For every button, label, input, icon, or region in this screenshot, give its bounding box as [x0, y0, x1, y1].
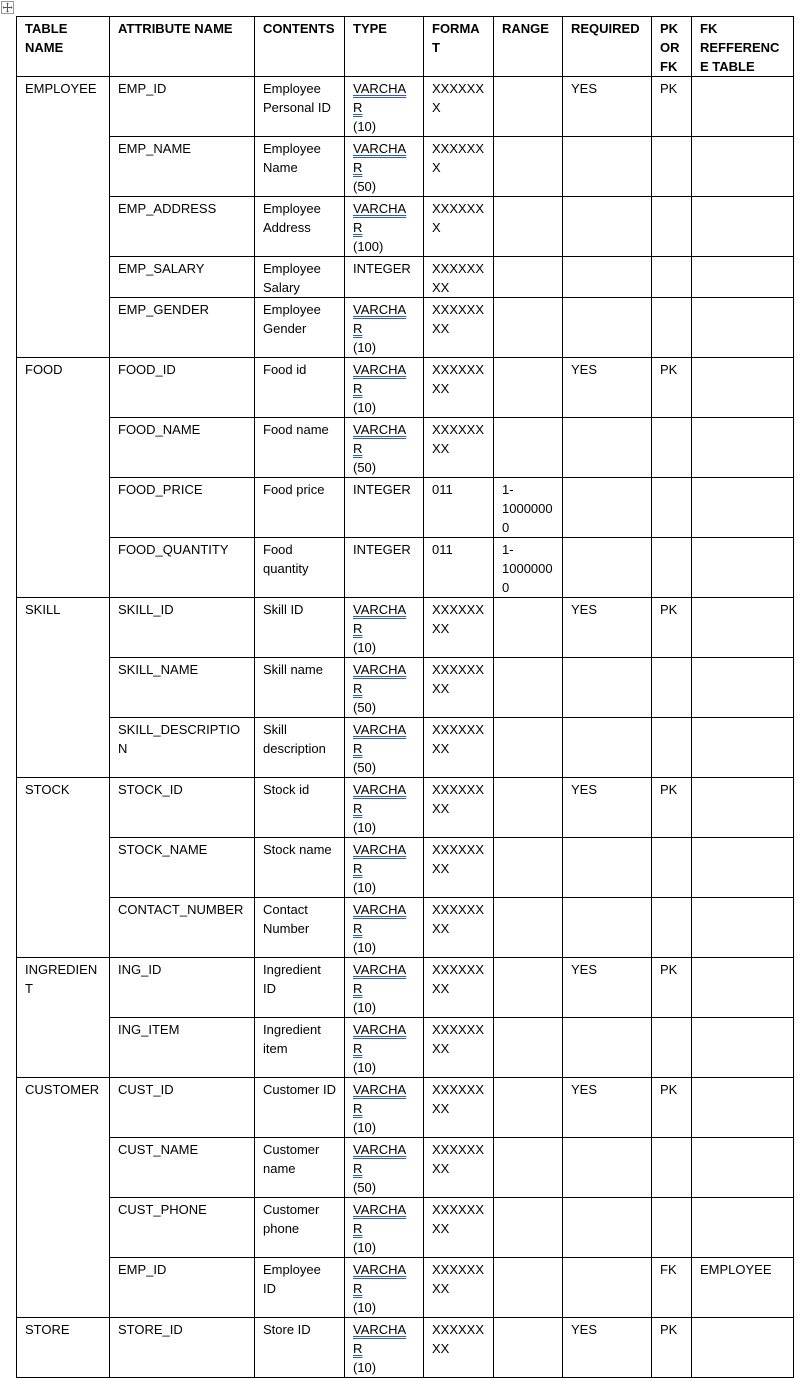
range-cell [494, 958, 563, 1018]
contents-cell: Ingredient ID [255, 958, 345, 1018]
contents-cell: Stock id [255, 778, 345, 838]
range-cell [494, 898, 563, 958]
table-row [17, 838, 794, 898]
type-keyword: VARCHAR [353, 602, 407, 636]
type-size: (10) [353, 1300, 377, 1315]
range-cell [494, 358, 563, 418]
table-row [17, 257, 794, 298]
required-cell [563, 197, 652, 257]
table-row [17, 658, 794, 718]
required-cell: YES [563, 958, 652, 1018]
pk-fk-cell: PK [652, 958, 692, 1018]
table-row [17, 1258, 794, 1318]
pk-fk-cell [652, 898, 692, 958]
type-size: (10) [353, 1120, 377, 1135]
fk-reference-cell [692, 257, 794, 298]
format-cell: XXXXXXXX [424, 418, 494, 478]
type-keyword: VARCHAR [353, 842, 407, 876]
required-cell: YES [563, 358, 652, 418]
type-size: (10) [353, 1060, 377, 1075]
table-row [17, 898, 794, 958]
pk-fk-cell: PK [652, 77, 692, 137]
contents-cell: Employee Name [255, 137, 345, 197]
type-size: (10) [353, 1360, 377, 1375]
format-cell: XXXXXXX [424, 77, 494, 137]
range-cell [494, 718, 563, 778]
type-keyword: VARCHAR [353, 201, 407, 235]
contents-cell: Skill description [255, 718, 345, 778]
format-cell: XXXXXXX [424, 197, 494, 257]
table-row [17, 1198, 794, 1258]
type-cell [345, 257, 424, 298]
header-range: RANGE [494, 17, 563, 77]
required-cell: YES [563, 77, 652, 137]
table-row [17, 778, 794, 838]
attribute-name-cell: STOCK_ID [110, 778, 255, 838]
format-cell: XXXXXXX [424, 137, 494, 197]
contents-cell: Stock name [255, 838, 345, 898]
table-name-cell: STOCK [17, 778, 110, 958]
contents-cell: Employee Gender [255, 298, 345, 358]
fk-reference-cell [692, 658, 794, 718]
contents-cell: Store ID [255, 1318, 345, 1378]
required-cell [563, 1198, 652, 1258]
required-cell [563, 137, 652, 197]
required-cell [563, 898, 652, 958]
fk-reference-cell [692, 298, 794, 358]
type-keyword: VARCHAR [353, 962, 407, 996]
type-cell [345, 1018, 424, 1078]
data-dictionary-table [16, 16, 794, 1378]
format-cell: XXXXXXXX [424, 358, 494, 418]
type-cell [345, 137, 424, 197]
pk-fk-cell [652, 257, 692, 298]
type-cell [345, 718, 424, 778]
type-cell [345, 1198, 424, 1258]
range-cell [494, 1258, 563, 1318]
table-name-cell: FOOD [17, 358, 110, 598]
range-cell [494, 778, 563, 838]
attribute-name-cell: EMP_ID [110, 1258, 255, 1318]
fk-reference-cell [692, 598, 794, 658]
type-cell [345, 778, 424, 838]
type-size: (10) [353, 119, 377, 134]
contents-cell: Employee Personal ID [255, 77, 345, 137]
type-keyword: VARCHAR [353, 1202, 407, 1236]
pk-fk-cell [652, 1198, 692, 1258]
pk-fk-cell: PK [652, 598, 692, 658]
format-cell: 011 [424, 538, 494, 598]
format-cell: XXXXXXXX [424, 898, 494, 958]
header-type: TYPE [345, 17, 424, 77]
attribute-name-cell: ING_ID [110, 958, 255, 1018]
range-cell [494, 1018, 563, 1078]
format-cell: XXXXXXXX [424, 1018, 494, 1078]
fk-reference-cell [692, 1318, 794, 1378]
pk-fk-cell [652, 197, 692, 257]
type-keyword: VARCHAR [353, 141, 407, 175]
attribute-name-cell: EMP_ID [110, 77, 255, 137]
type-size: (100) [353, 239, 384, 254]
type-size: (50) [353, 1180, 377, 1195]
required-cell [563, 1138, 652, 1198]
fk-reference-cell [692, 1198, 794, 1258]
pk-fk-cell [652, 137, 692, 197]
table-row [17, 958, 794, 1018]
contents-cell: Food price [255, 478, 345, 538]
fk-reference-cell [692, 898, 794, 958]
type-cell [345, 77, 424, 137]
type-cell [345, 598, 424, 658]
range-cell [494, 137, 563, 197]
format-cell: XXXXXXXX [424, 1318, 494, 1378]
type-keyword: VARCHAR [353, 302, 407, 336]
table-row [17, 1318, 794, 1378]
fk-reference-cell [692, 478, 794, 538]
type-cell [345, 478, 424, 538]
table-body [17, 77, 794, 1378]
type-cell [345, 1078, 424, 1138]
format-cell: XXXXXXXX [424, 958, 494, 1018]
attribute-name-cell: CUST_NAME [110, 1138, 255, 1198]
type-keyword: VARCHAR [353, 662, 407, 696]
fk-reference-cell [692, 418, 794, 478]
range-cell [494, 1198, 563, 1258]
pk-fk-cell [652, 718, 692, 778]
type-size: (10) [353, 1000, 377, 1015]
pk-fk-cell [652, 538, 692, 598]
format-cell: XXXXXXXX [424, 1198, 494, 1258]
pk-fk-cell [652, 298, 692, 358]
fk-reference-cell [692, 1138, 794, 1198]
table-move-handle-icon[interactable] [1, 1, 14, 14]
type-size: (10) [353, 940, 377, 955]
contents-cell: Customer name [255, 1138, 345, 1198]
format-cell: XXXXXXXX [424, 1078, 494, 1138]
type-size: (50) [353, 700, 377, 715]
fk-reference-cell: EMPLOYEE [692, 1258, 794, 1318]
type-keyword: VARCHAR [353, 1082, 407, 1116]
attribute-name-cell: EMP_ADDRESS [110, 197, 255, 257]
table-row [17, 1078, 794, 1138]
range-cell [494, 298, 563, 358]
format-cell: XXXXXXXX [424, 1258, 494, 1318]
fk-reference-cell [692, 137, 794, 197]
attribute-name-cell: CONTACT_NUMBER [110, 898, 255, 958]
table-row [17, 598, 794, 658]
pk-fk-cell [652, 478, 692, 538]
format-cell: XXXXXXXX [424, 598, 494, 658]
table-name-cell: STORE [17, 1318, 110, 1378]
range-cell [494, 418, 563, 478]
format-cell: XXXXXXXX [424, 298, 494, 358]
table-row [17, 77, 794, 137]
type-keyword: VARCHAR [353, 782, 407, 816]
attribute-name-cell: EMP_SALARY [110, 257, 255, 298]
attribute-name-cell: STOCK_NAME [110, 838, 255, 898]
table-row [17, 1138, 794, 1198]
header-fk-reference-table: FK REFFERENCE TABLE [692, 17, 794, 77]
table-name-cell: EMPLOYEE [17, 77, 110, 358]
contents-cell: Employee ID [255, 1258, 345, 1318]
attribute-name-cell: FOOD_QUANTITY [110, 538, 255, 598]
format-cell: XXXXXXXX [424, 718, 494, 778]
pk-fk-cell [652, 838, 692, 898]
attribute-name-cell: SKILL_DESCRIPTION [110, 718, 255, 778]
header-row [17, 17, 794, 77]
type-cell [345, 298, 424, 358]
type-cell [345, 197, 424, 257]
type-keyword: VARCHAR [353, 722, 407, 756]
table-row [17, 137, 794, 197]
type-cell [345, 358, 424, 418]
type-cell [345, 838, 424, 898]
type-cell [345, 1258, 424, 1318]
contents-cell: Food name [255, 418, 345, 478]
table-name-cell: INGREDIENT [17, 958, 110, 1078]
fk-reference-cell [692, 778, 794, 838]
table-row [17, 478, 794, 538]
type-cell [345, 1318, 424, 1378]
attribute-name-cell: FOOD_ID [110, 358, 255, 418]
pk-fk-cell: PK [652, 1318, 692, 1378]
type-keyword: VARCHAR [353, 362, 407, 396]
type-keyword: INTEGER [353, 261, 411, 276]
type-keyword: INTEGER [353, 542, 411, 557]
fk-reference-cell [692, 358, 794, 418]
contents-cell: Customer phone [255, 1198, 345, 1258]
fk-reference-cell [692, 958, 794, 1018]
required-cell [563, 658, 652, 718]
pk-fk-cell: PK [652, 1078, 692, 1138]
pk-fk-cell: PK [652, 358, 692, 418]
attribute-name-cell: ING_ITEM [110, 1018, 255, 1078]
type-size: (10) [353, 340, 377, 355]
required-cell: YES [563, 778, 652, 838]
table-name-cell: SKILL [17, 598, 110, 778]
pk-fk-cell [652, 418, 692, 478]
type-keyword: VARCHAR [353, 422, 407, 456]
contents-cell: Food quantity [255, 538, 345, 598]
attribute-name-cell: STORE_ID [110, 1318, 255, 1378]
type-size: (10) [353, 820, 377, 835]
pk-fk-cell [652, 1138, 692, 1198]
type-size: (10) [353, 400, 377, 415]
type-size: (10) [353, 880, 377, 895]
fk-reference-cell [692, 718, 794, 778]
type-cell [345, 538, 424, 598]
range-cell [494, 598, 563, 658]
table-row [17, 718, 794, 778]
required-cell [563, 838, 652, 898]
range-cell [494, 838, 563, 898]
contents-cell: Food id [255, 358, 345, 418]
type-size: (50) [353, 179, 377, 194]
type-keyword: VARCHAR [353, 1322, 407, 1356]
required-cell: YES [563, 1078, 652, 1138]
header-contents: CONTENTS [255, 17, 345, 77]
attribute-name-cell: EMP_GENDER [110, 298, 255, 358]
header-pk-or-fk: PK OR FK [652, 17, 692, 77]
table-row [17, 538, 794, 598]
range-cell [494, 257, 563, 298]
contents-cell: Skill ID [255, 598, 345, 658]
attribute-name-cell: CUST_PHONE [110, 1198, 255, 1258]
range-cell [494, 1138, 563, 1198]
type-keyword: VARCHAR [353, 1262, 407, 1296]
type-size: (50) [353, 460, 377, 475]
header-table-name: TABLE NAME [17, 17, 110, 77]
table-row [17, 418, 794, 478]
contents-cell: Ingredient item [255, 1018, 345, 1078]
type-keyword: VARCHAR [353, 1022, 407, 1056]
required-cell [563, 298, 652, 358]
type-cell [345, 898, 424, 958]
pk-fk-cell: FK [652, 1258, 692, 1318]
type-cell [345, 658, 424, 718]
required-cell [563, 478, 652, 538]
type-size: (10) [353, 640, 377, 655]
range-cell: 1-10000000 [494, 478, 563, 538]
required-cell [563, 257, 652, 298]
range-cell [494, 1318, 563, 1378]
fk-reference-cell [692, 838, 794, 898]
required-cell [563, 418, 652, 478]
attribute-name-cell: SKILL_NAME [110, 658, 255, 718]
fk-reference-cell [692, 1078, 794, 1138]
header-format: FORMAT [424, 17, 494, 77]
fk-reference-cell [692, 197, 794, 257]
contents-cell: Skill name [255, 658, 345, 718]
fk-reference-cell [692, 77, 794, 137]
table-name-cell: CUSTOMER [17, 1078, 110, 1318]
type-keyword: VARCHAR [353, 902, 407, 936]
attribute-name-cell: SKILL_ID [110, 598, 255, 658]
format-cell: XXXXXXXX [424, 257, 494, 298]
required-cell [563, 538, 652, 598]
required-cell [563, 1018, 652, 1078]
type-size: (50) [353, 760, 377, 775]
header-attribute-name: ATTRIBUTE NAME [110, 17, 255, 77]
type-keyword: VARCHAR [353, 81, 407, 115]
fk-reference-cell [692, 1018, 794, 1078]
required-cell: YES [563, 598, 652, 658]
contents-cell: Employee Address [255, 197, 345, 257]
contents-cell: Contact Number [255, 898, 345, 958]
range-cell [494, 1078, 563, 1138]
table-row [17, 298, 794, 358]
required-cell [563, 718, 652, 778]
attribute-name-cell: CUST_ID [110, 1078, 255, 1138]
attribute-name-cell: FOOD_NAME [110, 418, 255, 478]
required-cell: YES [563, 1318, 652, 1378]
pk-fk-cell [652, 658, 692, 718]
table-row [17, 197, 794, 257]
type-cell [345, 418, 424, 478]
table-row [17, 1018, 794, 1078]
contents-cell: Customer ID [255, 1078, 345, 1138]
range-cell: 1-10000000 [494, 538, 563, 598]
format-cell: 011 [424, 478, 494, 538]
format-cell: XXXXXXXX [424, 838, 494, 898]
range-cell [494, 77, 563, 137]
fk-reference-cell [692, 538, 794, 598]
table-row [17, 358, 794, 418]
contents-cell: Employee Salary [255, 257, 345, 298]
format-cell: XXXXXXXX [424, 658, 494, 718]
range-cell [494, 197, 563, 257]
attribute-name-cell: EMP_NAME [110, 137, 255, 197]
range-cell [494, 658, 563, 718]
format-cell: XXXXXXXX [424, 1138, 494, 1198]
attribute-name-cell: FOOD_PRICE [110, 478, 255, 538]
header-required: REQUIRED [563, 17, 652, 77]
format-cell: XXXXXXXX [424, 778, 494, 838]
type-keyword: VARCHAR [353, 1142, 407, 1176]
pk-fk-cell [652, 1018, 692, 1078]
type-keyword: INTEGER [353, 482, 411, 497]
type-cell [345, 958, 424, 1018]
type-size: (10) [353, 1240, 377, 1255]
required-cell [563, 1258, 652, 1318]
pk-fk-cell: PK [652, 778, 692, 838]
type-cell [345, 1138, 424, 1198]
